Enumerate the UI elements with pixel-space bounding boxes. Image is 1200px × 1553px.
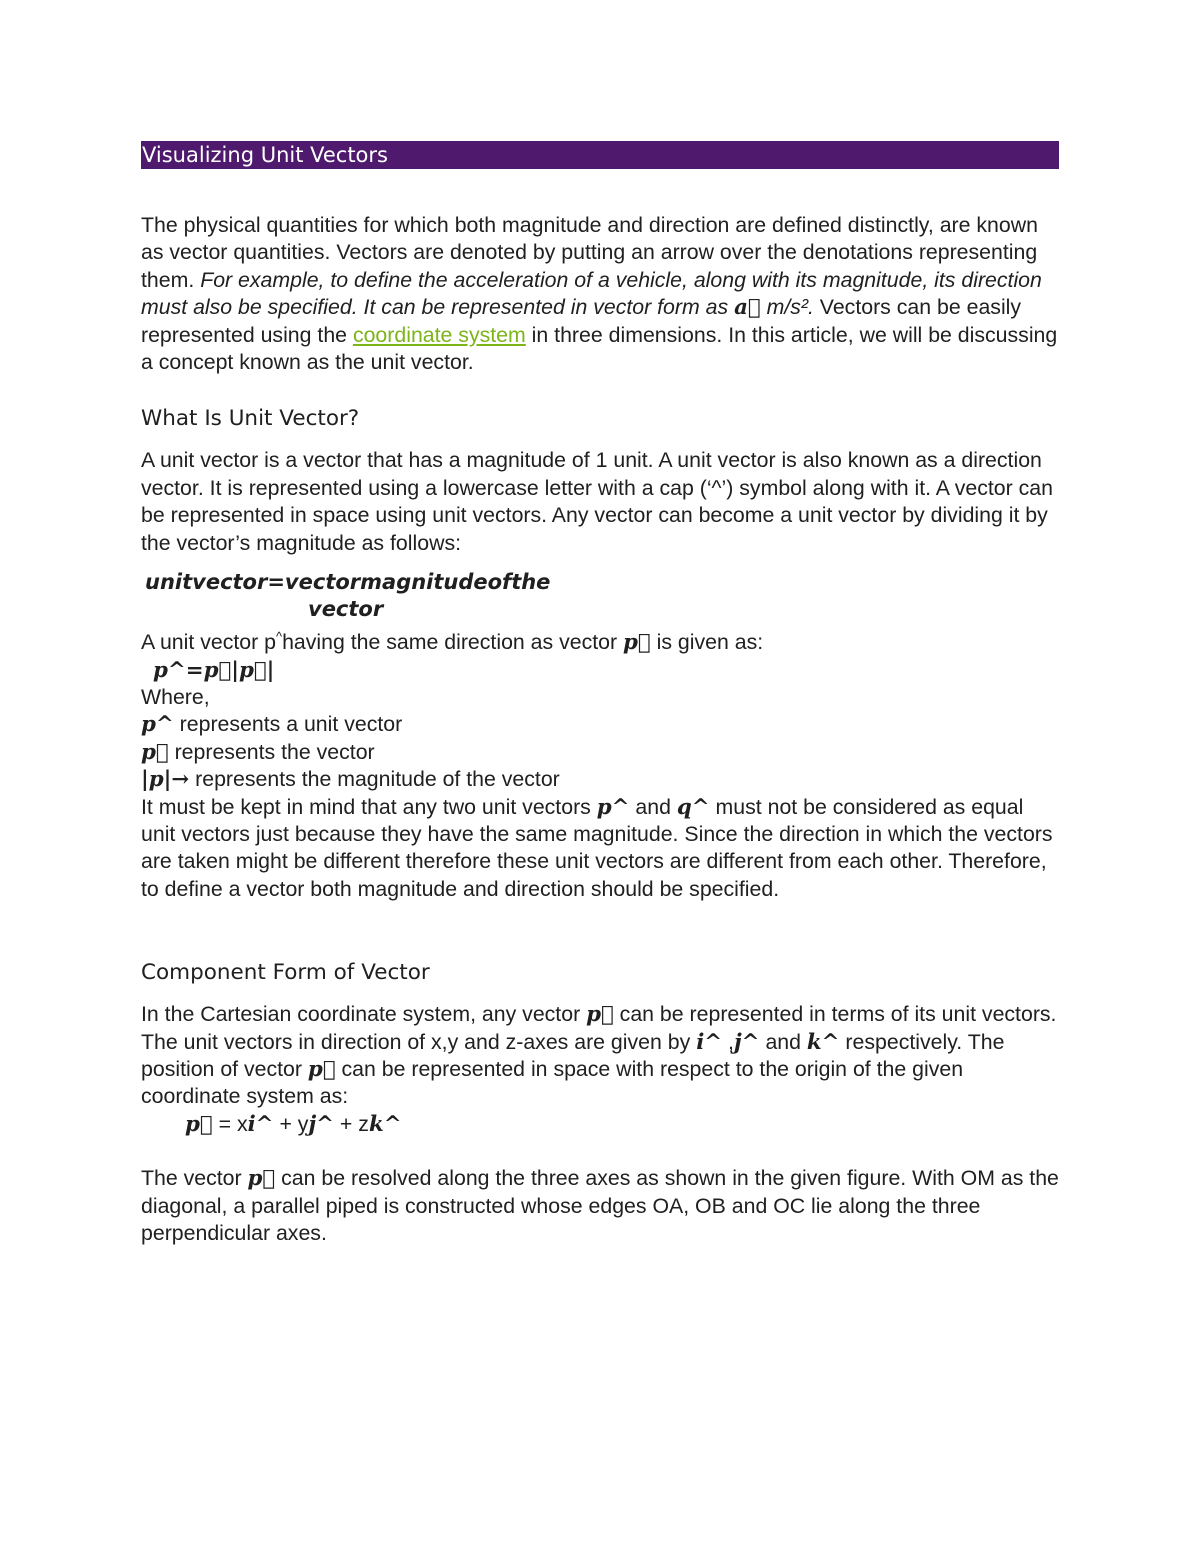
definition-unit-vector (141, 711, 1059, 738)
definition-vector (141, 739, 1059, 766)
unit-line-text-c: is given as: (650, 630, 764, 655)
i-hat-symbol: i^ (247, 1111, 274, 1137)
cap-symbol: ^ (275, 629, 283, 645)
document-page (141, 141, 1059, 1247)
vector-p-symbol: p⃗ (623, 630, 651, 656)
formula-line-2: vector (308, 597, 384, 622)
k-hat-symbol: k^ (806, 1029, 840, 1055)
p-vector-symbol: p⃗ (141, 739, 169, 765)
component-text-a: In the Cartesian coordinate system, any vector (141, 1002, 587, 1027)
definition-2-text: represents the vector (168, 739, 375, 764)
formula-line-1: unitvector=vectormagnitudeofthe (145, 570, 551, 595)
unit-vector-direction-line (141, 623, 1059, 657)
magnitude-symbol: |p|→ (141, 767, 190, 793)
component-text-b: can be represented in terms of its unit vectors. The unit vectors in direction of x,y and z-axes are given by (141, 1002, 1057, 1054)
note-text-b: must not be considered as equal unit vectors just because they have the same magnitude. Since the direction in which the vectors are taken might be different therefore these unit vectors are different from each other. Therefore, to define a vector both magnitude and direction should be specified. (141, 794, 1053, 901)
j-hat-symbol: j^ (308, 1111, 335, 1137)
component-comma: , (722, 1029, 734, 1054)
section-heading-component-form: Component Form of Vector (141, 960, 430, 986)
intro-example-text: For example, to define the acceleration of a vehicle, along with its magnitude, its direction must also be specified. It can be represented in vector form as (141, 267, 1042, 320)
j-hat-symbol: j^ (733, 1029, 760, 1055)
intro-paragraph (141, 212, 1059, 376)
eq-text-c: + z (334, 1111, 369, 1136)
intro-text-1: The physical quantities for which both magnitude and direction are defined distinctly, are known as vector quantities. Vectors are denoted by putting an arrow over the denotations representing them. (141, 213, 1038, 292)
i-hat-symbol: i^ (696, 1029, 723, 1055)
p-hat-symbol: p^ (141, 712, 174, 738)
definition-magnitude (141, 766, 1059, 793)
component-text-d: can be represented in space with respect to the origin of the given coordinate system as: (141, 1057, 964, 1109)
intro-text-3: in three dimensions. In this article, we will be discussing a concept known as the unit vector. (141, 322, 1058, 375)
p-vector-symbol: p⃗ (185, 1111, 213, 1137)
resolution-paragraph (141, 1165, 1059, 1247)
component-and: and (759, 1029, 807, 1054)
document-title: Visualizing Unit Vectors (141, 141, 1059, 169)
q-hat-symbol: q^ (676, 794, 710, 820)
unit-vector-equation (141, 657, 1059, 684)
unit-vector-note (141, 794, 1059, 904)
intro-text-2: Vectors can be easily represented using the (141, 295, 1022, 347)
resolution-text-a: The vector (141, 1166, 248, 1191)
component-text-c: respectively. The position of vector (141, 1029, 1005, 1082)
unit-vector-formula (145, 569, 565, 623)
unit-line-text-b: having the same direction as vector (282, 630, 624, 655)
unit-vector-equation-text: p^=p⃗|p⃗| (153, 657, 275, 683)
p-hat-symbol: p^ (596, 794, 630, 820)
where-label: Where, (141, 684, 210, 709)
acceleration-vector-symbol: a⃗ (734, 295, 761, 321)
section-heading-unit-vector: What Is Unit Vector? (141, 406, 360, 432)
unit-line-text-a: A unit vector p (141, 630, 276, 655)
acceleration-unit: m/s². (760, 295, 814, 320)
note-text-a: It must be kept in mind that any two unit vectors (141, 794, 597, 819)
definition-1-text: represents a unit vector (173, 712, 403, 737)
eq-text-a: = x (212, 1111, 248, 1136)
component-equation (141, 1111, 1059, 1138)
p-vector-symbol: p⃗ (247, 1166, 276, 1192)
p-vector-symbol: p⃗ (586, 1002, 614, 1028)
coordinate-system-link[interactable]: coordinate system (352, 322, 526, 347)
definition-3-text: represents the magnitude of the vector (189, 767, 560, 792)
unit-vector-paragraph: A unit vector is a vector that has a magnitude of 1 unit. A unit vector is also known as a direction vector. It is represented using a lowercase letter with a cap (‘^’) symbol along with it. A vector can be represented in space using unit vectors. Any vector can become a unit vector by dividing it by the vector’s magnitude as follows: (141, 448, 1053, 555)
k-hat-symbol: k^ (368, 1111, 402, 1137)
note-and: and (629, 794, 677, 819)
p-vector-symbol: p⃗ (307, 1057, 336, 1083)
resolution-text-b: can be resolved along the three axes as shown in the given figure. With OM as the diagonal, a parallel piped is constructed whose edges OA, OB and OC lie along the three perpendicular axes. (141, 1166, 1059, 1246)
eq-text-b: + y (273, 1111, 309, 1136)
component-form-paragraph (141, 1001, 1059, 1111)
